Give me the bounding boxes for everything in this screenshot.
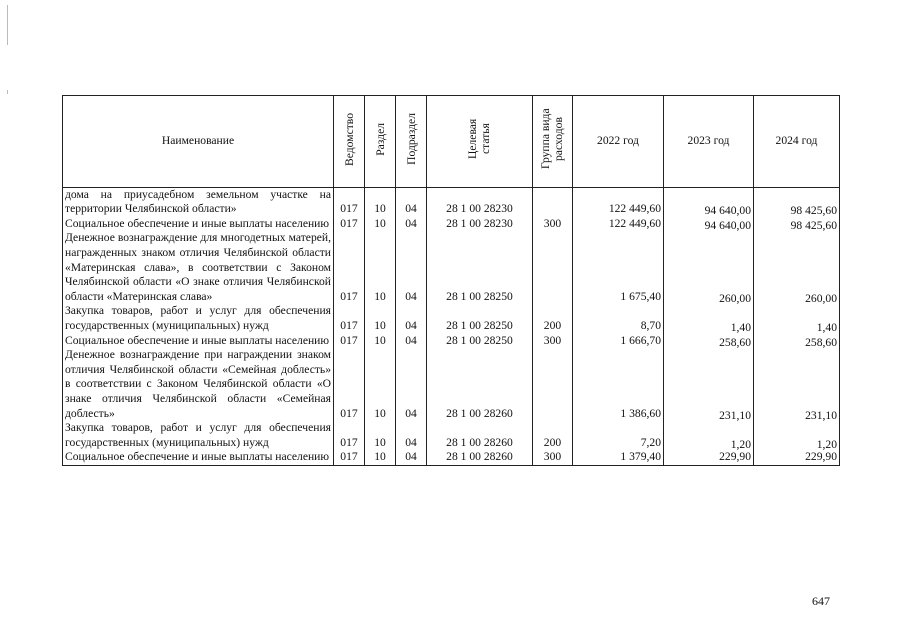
row-amount-2023: 1,20	[664, 421, 754, 450]
row-section: 10	[365, 421, 396, 450]
header-year-2024: 2024 год	[754, 96, 840, 188]
row-name: Денежное вознаграждение для многодетных матерей, награжденных знаком отличия Челябинской области «Материнская слава», в соответствии с Законом Челябинской области «О знаке отличия Челябинской области «Материнская слава»	[63, 231, 334, 304]
row-amount-2024: 1,40	[754, 304, 840, 333]
header-target-article: Целевая статья	[427, 96, 533, 188]
table-row	[63, 421, 840, 450]
row-amount-2023: 94 640,00	[664, 217, 754, 232]
row-amount-2022: 8,70	[573, 304, 664, 333]
row-expense-group	[533, 187, 573, 217]
row-subsection: 04	[396, 334, 427, 349]
row-department: 017	[334, 421, 365, 450]
row-target-article: 28 1 00 28250	[427, 231, 533, 304]
row-amount-2022: 1 379,40	[573, 450, 664, 465]
row-target-article: 28 1 00 28250	[427, 304, 533, 333]
row-department: 017	[334, 450, 365, 465]
row-amount-2023: 260,00	[664, 231, 754, 304]
table-row	[63, 450, 840, 465]
row-amount-2022: 1 666,70	[573, 334, 664, 349]
row-subsection: 04	[396, 304, 427, 333]
row-subsection: 04	[396, 231, 427, 304]
header-section: Раздел	[365, 96, 396, 188]
header-year-2022: 2022 год	[573, 96, 664, 188]
budget-table	[62, 95, 840, 466]
row-amount-2024: 231,10	[754, 348, 840, 421]
row-amount-2023: 1,40	[664, 304, 754, 333]
row-amount-2023: 258,60	[664, 334, 754, 349]
row-amount-2024: 229,90	[754, 450, 840, 465]
row-expense-group: 300	[533, 217, 573, 232]
row-target-article: 28 1 00 28230	[427, 217, 533, 232]
header-name: Наименование	[63, 96, 334, 188]
row-name: Закупка товаров, работ и услуг для обеспечения государственных (муниципальных) нужд	[63, 421, 334, 450]
row-section: 10	[365, 348, 396, 421]
row-department: 017	[334, 348, 365, 421]
row-amount-2022: 7,20	[573, 421, 664, 450]
table-row	[63, 304, 840, 333]
row-section: 10	[365, 334, 396, 349]
row-target-article: 28 1 00 28260	[427, 450, 533, 465]
row-subsection: 04	[396, 450, 427, 465]
table-row	[63, 231, 840, 304]
row-amount-2024: 1,20	[754, 421, 840, 450]
table-row	[63, 187, 840, 217]
header-year-2023: 2023 год	[664, 96, 754, 188]
page-number: 647	[812, 594, 830, 608]
row-subsection: 04	[396, 187, 427, 217]
row-department: 017	[334, 334, 365, 349]
row-section: 10	[365, 187, 396, 217]
row-name: Социальное обеспечение и иные выплаты населению	[63, 450, 334, 465]
row-name: Денежное вознаграждение при награждении знаком отличия Челябинской области «Семейная доблесть» в соответствии с Законом Челябинской области «О знаке отличия Челябинской области «Семейная доблесть»	[63, 348, 334, 421]
row-section: 10	[365, 217, 396, 232]
row-target-article: 28 1 00 28260	[427, 348, 533, 421]
row-amount-2022: 122 449,60	[573, 217, 664, 232]
row-amount-2024: 258,60	[754, 334, 840, 349]
row-name: Социальное обеспечение и иные выплаты населению	[63, 334, 334, 349]
header-expense-group: Группа вида расходов	[533, 96, 573, 188]
row-amount-2023: 94 640,00	[664, 187, 754, 217]
row-amount-2024: 98 425,60	[754, 217, 840, 232]
row-expense-group	[533, 348, 573, 421]
binding-mark	[7, 90, 8, 94]
row-expense-group: 300	[533, 450, 573, 465]
row-amount-2022: 1 675,40	[573, 231, 664, 304]
header-subsection: Подраздел	[396, 96, 427, 188]
row-name: Социальное обеспечение и иные выплаты населению	[63, 217, 334, 232]
row-subsection: 04	[396, 217, 427, 232]
row-amount-2023: 231,10	[664, 348, 754, 421]
row-name: дома на приусадебном земельном участке на территории Челябинской области»	[63, 187, 334, 217]
row-department: 017	[334, 304, 365, 333]
row-amount-2023: 229,90	[664, 450, 754, 465]
row-expense-group: 200	[533, 304, 573, 333]
row-amount-2022: 1 386,60	[573, 348, 664, 421]
row-expense-group	[533, 231, 573, 304]
row-department: 017	[334, 231, 365, 304]
row-target-article: 28 1 00 28260	[427, 421, 533, 450]
table-row	[63, 334, 840, 349]
row-amount-2022: 122 449,60	[573, 187, 664, 217]
row-subsection: 04	[396, 348, 427, 421]
row-name: Закупка товаров, работ и услуг для обеспечения государственных (муниципальных) нужд	[63, 304, 334, 333]
row-department: 017	[334, 217, 365, 232]
row-subsection: 04	[396, 421, 427, 450]
row-target-article: 28 1 00 28250	[427, 334, 533, 349]
table-row	[63, 217, 840, 232]
row-expense-group: 300	[533, 334, 573, 349]
row-section: 10	[365, 304, 396, 333]
row-section: 10	[365, 231, 396, 304]
row-target-article: 28 1 00 28230	[427, 187, 533, 217]
row-section: 10	[365, 450, 396, 465]
binding-mark	[7, 5, 8, 45]
row-expense-group: 200	[533, 421, 573, 450]
table-header-row	[63, 96, 840, 188]
row-amount-2024: 98 425,60	[754, 187, 840, 217]
row-department: 017	[334, 187, 365, 217]
table-row	[63, 348, 840, 421]
row-amount-2024: 260,00	[754, 231, 840, 304]
header-department: Ведомство	[334, 96, 365, 188]
